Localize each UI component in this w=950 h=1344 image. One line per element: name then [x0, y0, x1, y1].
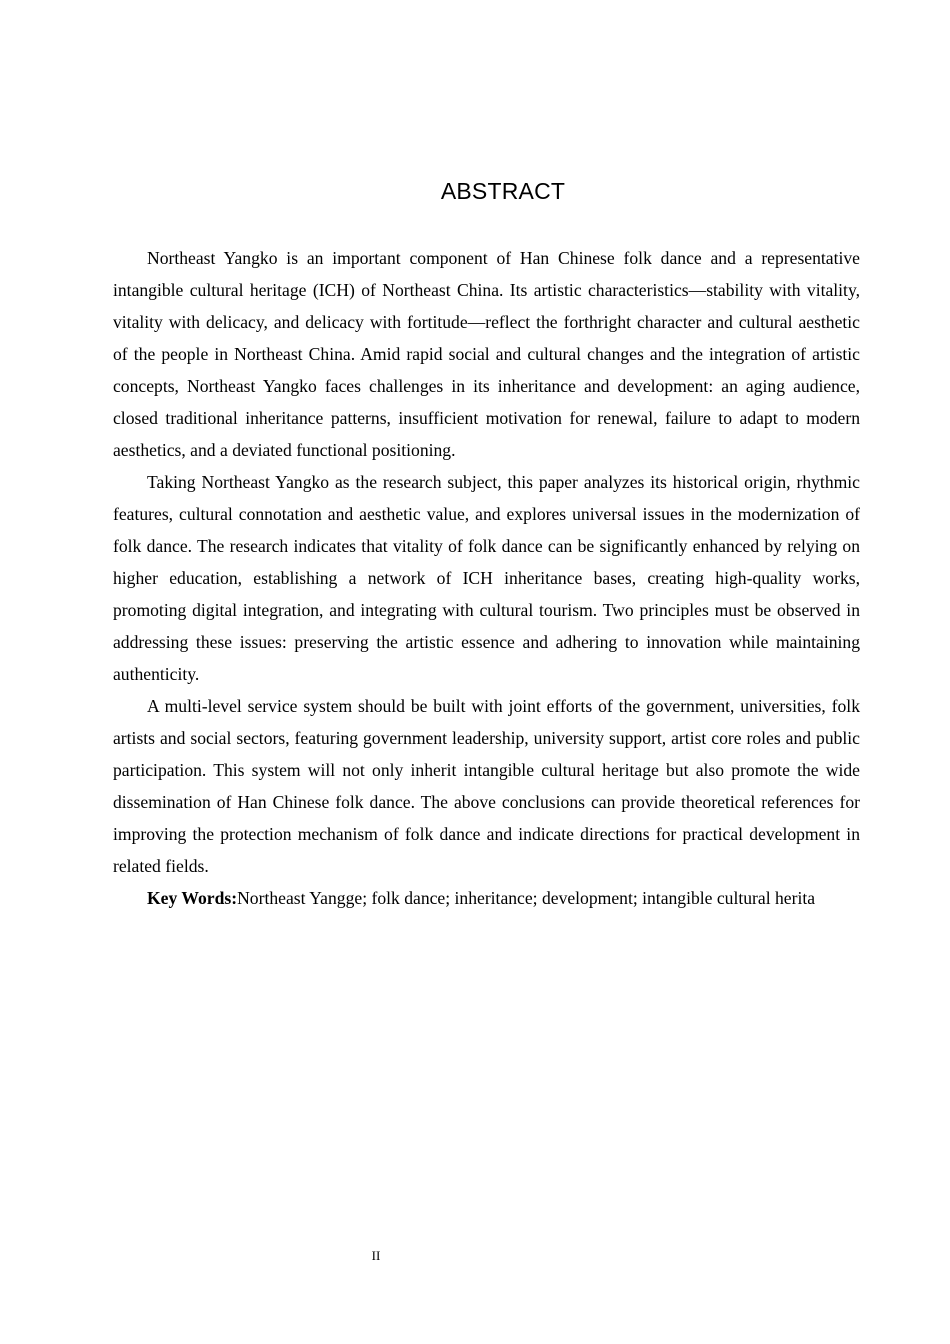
abstract-paragraph-2: Taking Northeast Yangko as the research subject, this paper analyzes its historical origin, rhythmic features, cultural connotation and aesthetic value, and explores universal issues in the modernization of folk dance. The research indicates that vitality of folk dance can be significantly enhanced by relying on higher education, establishing a network of ICH inheritance bases, creating high-quality works, promoting digital integration, and integrating with cultural tourism. Two principles must be observed in addressing these issues: preserving the artistic essence and adhering to innovation while maintaining authenticity.: [113, 472, 860, 684]
abstract-body: [113, 242, 860, 914]
abstract-paragraph-1: Northeast Yangko is an important component of Han Chinese folk dance and a representative intangible cultural heritage (ICH) of Northeast China. Its artistic characteristics—stability with vitality, vitality with delicacy, and delicacy with fortitude—reflect the forthright character and cultural aesthetic of the people in Northeast China. Amid rapid social and cultural changes and the integration of artistic concepts, Northeast Yangko faces challenges in its inheritance and development: an aging audience, closed traditional inheritance patterns, insufficient motivation for renewal, failure to adapt to modern aesthetics, and a deviated functional positioning.: [113, 248, 860, 460]
abstract-paragraph-3: A multi-level service system should be built with joint efforts of the government, universities, folk artists and social sectors, featuring government leadership, university support, artist core roles and public participation. This system will not only inherit intangible cultural heritage but also promote the wide dissemination of Han Chinese folk dance. The above conclusions can provide theoretical references for improving the protection mechanism of folk dance and indicate directions for practical development in related fields.: [113, 696, 860, 876]
keywords-text: Northeast Yangge; folk dance; inheritance; development; intangible cultural herita: [237, 888, 816, 908]
keywords-label: Key Words:: [147, 888, 238, 908]
page-number: II: [371, 1248, 381, 1263]
abstract-title: ABSTRACT: [440, 178, 566, 204]
keywords-line: [113, 882, 860, 914]
